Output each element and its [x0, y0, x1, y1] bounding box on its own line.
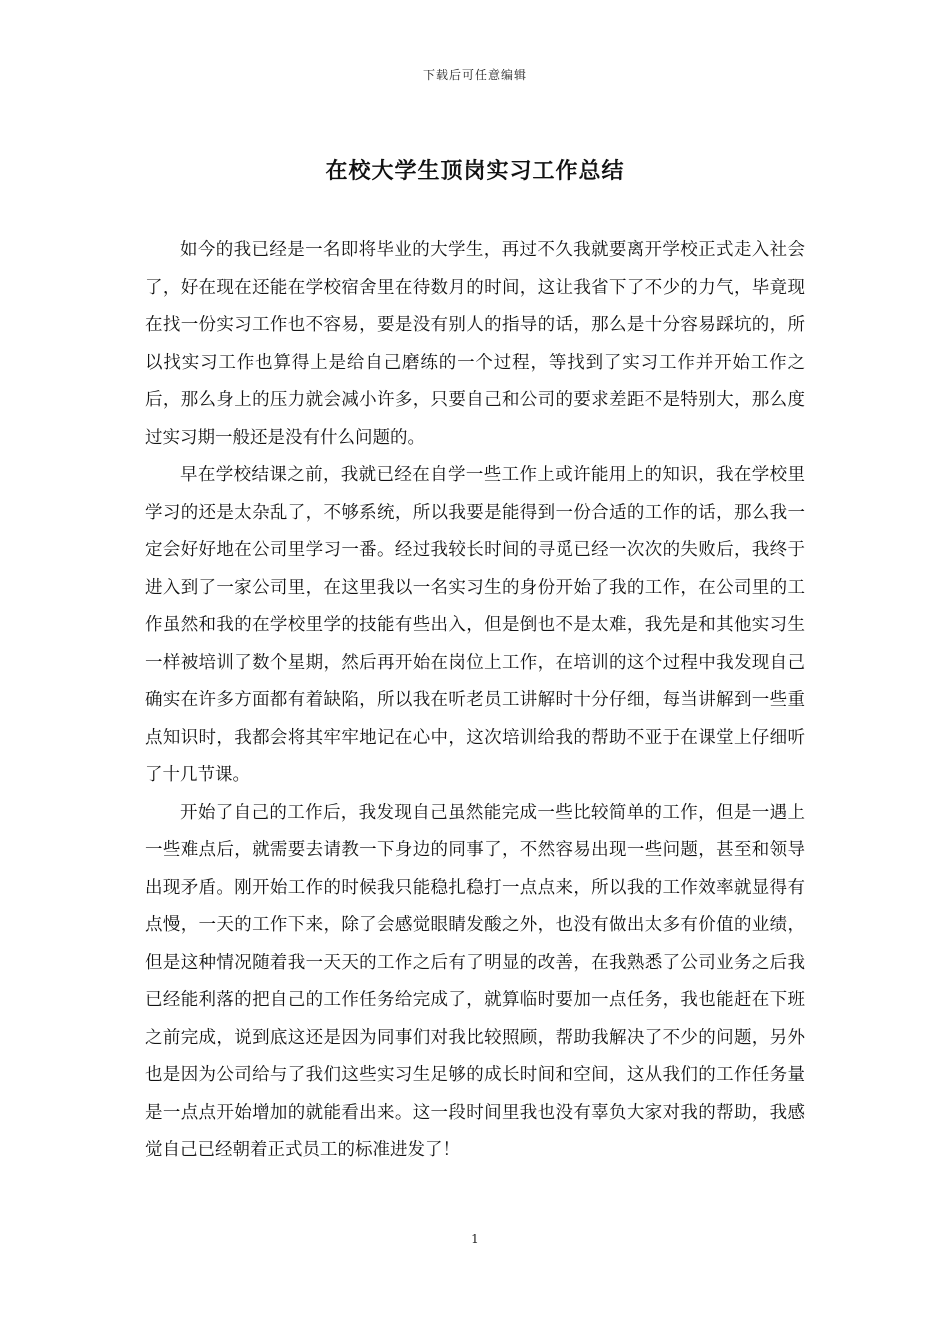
document-body [145, 232, 805, 1170]
paragraph-3: 开始了自己的工作后，我发现自己虽然能完成一些比较简单的工作，但是一遇上一些难点后，就需要去请教一下身边的同事了，不然容易出现一些问题，甚至和领导出现矛盾。刚开始工作的时候我只能稳扎稳打一点点来，所以我的工作效率就显得有点慢，一天的工作下来，除了会感觉眼睛发酸之外，也没有做出太多有价值的业绩，但是这种情况随着我一天天的工作之后有了明显的改善，在我熟悉了公司业务之后我已经能利落的把自己的工作任务给完成了，就算临时要加一点任务，我也能赶在下班之前完成，说到底这还是因为同事们对我比较照顾，帮助我解决了不少的问题，另外也是因为公司给与了我们这些实习生足够的成长时间和空间，这从我们的工作任务量是一点点开始增加的就能看出来。这一段时间里我也没有辜负大家对我的帮助，我感觉自己已经朝着正式员工的标准进发了！ [145, 802, 805, 1160]
page-header: 下载后可任意编辑 [422, 68, 527, 82]
paragraph-1: 如今的我已经是一名即将毕业的大学生，再过不久我就要离开学校正式走入社会了，好在现在还能在学校宿舍里在待数月的时间，这让我省下了不少的力气，毕竟现在找一份实习工作也不容易，要是没有别人的指导的话，那么是十分容易踩坑的，所以找实习工作也算得上是给自己磨练的一个过程，等找到了实习工作并开始工作之后，那么身上的压力就会减小许多，只要自己和公司的要求差距不是特别大，那么度过实习期一般还是没有什么问题的。 [145, 240, 805, 448]
document-title: 在校大学生顶岗实习工作总结 [325, 158, 625, 184]
paragraph-2: 早在学校结课之前，我就已经在自学一些工作上或许能用上的知识，我在学校里学习的还是太杂乱了，不够系统，所以我要是能得到一份合适的工作的话，那么我一定会好好地在公司里学习一番。经过我较长时间的寻觅已经一次次的失败后，我终于进入到了一家公司里，在这里我以一名实习生的身份开始了我的工作，在公司里的工作虽然和我的在学校里学的技能有些出入，但是倒也不是太难，我先是和其他实习生一样被培训了数个星期，然后再开始在岗位上工作，在培训的这个过程中我发现自己确实在许多方面都有着缺陷，所以我在听老员工讲解时十分仔细，每当讲解到一些重点知识时，我都会将其牢牢地记在心中，这次培训给我的帮助不亚于在课堂上仔细听了十几节课。 [145, 465, 805, 785]
page-number: 1 [471, 1232, 479, 1246]
